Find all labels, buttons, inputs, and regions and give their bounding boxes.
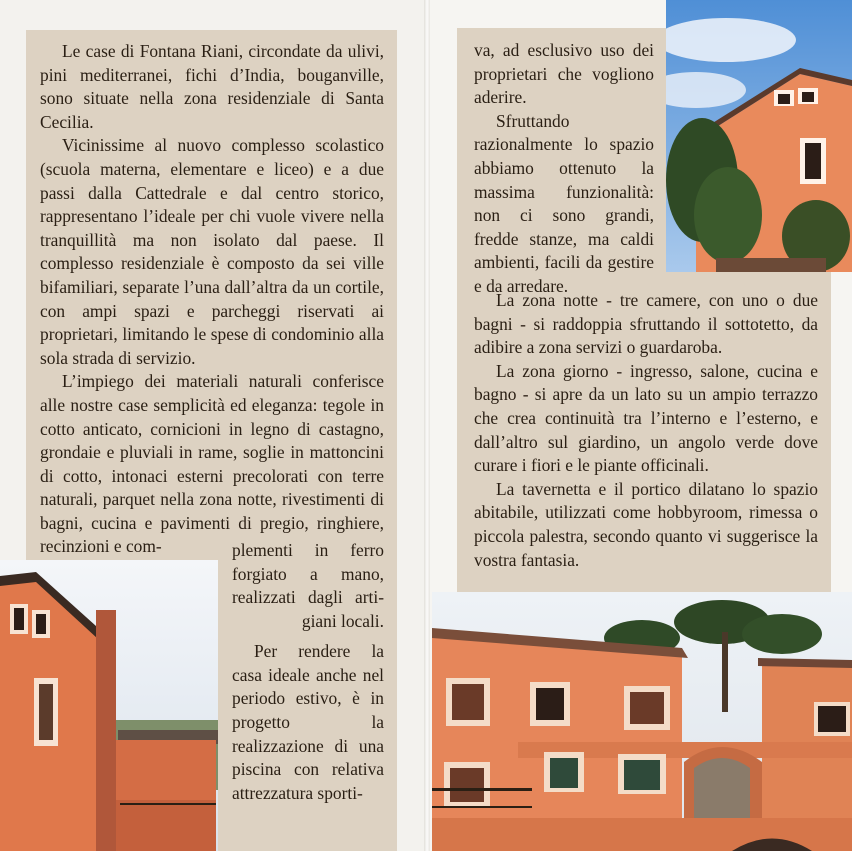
photo-houses-bottom-right [432,592,852,851]
paragraph-rooms: Sfruttando razionalmente lo spazio abbiamo ottenuto la massima funzionalità: non ci sono grandi, fredde stanze, ma caldi ambienti, facili da gestire e da arredare. [474,110,654,296]
paragraph-day-zone: La zona giorno - ingresso, salone, cucina e bagno - si apre da un lato su un ampio terrazzo che crea continuità tra l’interno e l’esterno, e dall’altro sul giardino, un angolo verde dove curare i fiori e le piante officinali. [474,360,818,476]
houses-bottom-right-image [432,592,852,851]
continuation-line: giani locali. [301,611,384,632]
paragraph-pool-end: va, ad esclusivo uso dei proprietari che vogliono aderire. [474,40,654,108]
right-text-wide [474,289,818,572]
paragraph-intro: Le case di Fontana Riani, circondate da ulivi, pini mediterranei, fichi d’India, bouganville, sono situate nella zona residenziale di Santa Cecilia. [40,41,384,132]
continuation-line: plementi in ferro [232,540,384,560]
continuation-line: realizzati dagli arti- [232,587,384,608]
house-top-right-image [666,0,852,272]
page-fold [424,0,430,851]
photo-house-bottom-left [0,560,218,851]
photo-house-top-right [666,0,852,272]
left-text-upper [40,40,384,559]
paragraph-tavernetta: La tavernetta e il portico dilatano lo spazio abitabile, utilizzati come hobbyroom, rimessa o piccola palestra, secondo quanto vi suggerisce la vostra fantasia. [474,478,818,570]
right-text-narrow [474,39,654,299]
continuation-line: forgiato a mano, [232,563,384,584]
paragraph-night-zone: La zona notte - tre camere, con uno o due bagni - si raddoppia sfruttando il sottotetto, da adibire a zona servizi o guardaroba. [474,290,818,358]
left-text-lower [232,539,384,806]
house-bottom-left-image [0,560,218,851]
paragraph-pool: Per rendere la casa ideale anche nel periodo estivo, è in progetto la realizzazione di una piscina con relativa attrezzatura sporti- [232,640,384,804]
paragraph-location: Vicinissime al nuovo complesso scolastico (scuola materna, elementare e liceo) e a due passi dalla Cattedrale e dal centro storico, rappresentano l’ideale per chi vuole vivere nella tranquillità ma non isolato dal paese. Il complesso residenziale è composto da sei ville bifamiliari, separate l’una dall’altra da un cortile, con ampi spazi e parcheggi riservati ai proprietari, limitando le spese di condominio alla sola strada di servizio. [40,135,384,368]
paragraph-materials: L’impiego dei materiali naturali conferisce alle nostre case semplicità ed eleganza: tegole in cotto anticato, cornicioni in legno di castagno, grondaie e pluviali in rame, soglie in mattoncini di cotto, intonaci esterni precolorati con terre naturali, parquet nella zona notte, rivestimenti di bagni, cucina e pavimenti di pregio, ringhiere, recinzioni e com- [40,371,384,557]
